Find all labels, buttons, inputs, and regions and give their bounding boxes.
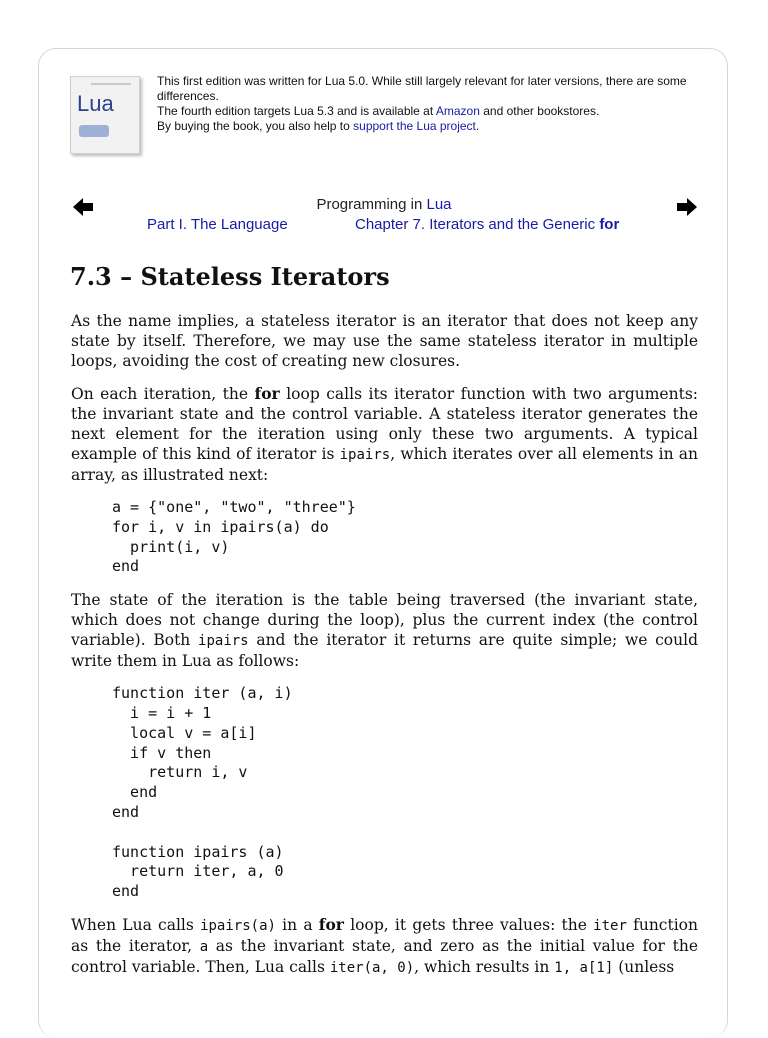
inline-code: iter — [593, 917, 627, 934]
chapter-link-keyword: for — [599, 216, 620, 233]
cover-title: Lua — [77, 91, 114, 116]
notice-text — [157, 74, 702, 134]
paragraph-3 — [71, 590, 698, 671]
inline-code: ipairs — [198, 633, 249, 650]
text-run: (unless — [613, 957, 675, 976]
text-run: function as the iterator, — [71, 915, 698, 955]
arrow-right-icon[interactable] — [676, 196, 698, 218]
book-title-text: Programming in — [316, 196, 427, 213]
code-block-1: a = {"one", "two", "three"} for i, v in ipairs(a) do print(i, v) end — [112, 498, 356, 576]
code-block-2: function iter (a, i) i = i + 1 local v = a[i] if v then return i, v end end function ipairs (a) return iter, a, 0 end — [112, 684, 293, 901]
text-run: On each iteration, the — [71, 385, 255, 403]
keyword-for: for — [254, 384, 280, 403]
text-run: , which iterates over all elements in an array, as illustrated next: — [71, 445, 698, 484]
notice-line-1: This first edition was written for Lua 5.0. While still largely relevant for later versions, there are some differences. — [157, 74, 687, 103]
text-run: and the iterator it returns are quite simple; we could write them in Lua as follows: — [71, 631, 698, 671]
text-run: , which results in — [414, 957, 555, 976]
inline-code: ipairs — [339, 447, 391, 463]
notice-line-2-tail: and other bookstores. — [479, 104, 600, 118]
notice-line-3-text: By buying the book, you also help to — [157, 119, 354, 133]
chapter-link-text: Chapter 7. Iterators and the Generic — [355, 216, 600, 233]
section-title: 7.3 – Stateless Iterators — [70, 262, 390, 291]
paragraph-2 — [71, 384, 698, 485]
text-run: When Lua calls — [71, 915, 201, 934]
inline-code: a — [199, 938, 209, 955]
keyword-for: for — [318, 914, 344, 934]
notice-line-2 — [157, 104, 702, 119]
cover-decoration — [91, 83, 131, 85]
inline-code: ipairs(a) — [200, 917, 276, 934]
book-title — [70, 196, 698, 213]
part-link[interactable]: Part I. The Language — [147, 216, 288, 233]
cover-logo-mark — [79, 125, 109, 137]
amazon-link[interactable]: Amazon — [435, 104, 480, 118]
text-run: The state of the iteration is the table being traversed (the invariant state, which does not change during the loop), plus the current index (the control variable). Both — [71, 591, 698, 650]
text-run: loop calls its iterator function with two arguments: the invariant state and the control variable. A stateless iterator generates the next element for the iteration using only these two arguments. A typical example of this kind of iterator is — [71, 385, 698, 463]
text-run: in a — [275, 915, 319, 934]
chapter-navigation — [70, 192, 698, 236]
lua-home-link[interactable]: Lua — [426, 196, 452, 213]
notice-line-3-tail: . — [475, 119, 480, 133]
notice-line-2-text: The fourth edition targets Lua 5.3 and is available at — [157, 104, 436, 118]
text-run: loop, it gets three values: the — [343, 915, 594, 934]
inline-code: iter(a, 0) — [329, 959, 415, 976]
paragraph-1: As the name implies, a stateless iterator is an iterator that does not keep any state by itself. Therefore, we may use the same stateless iterator in multiple loops, avoiding the cost of creating new closures. — [71, 312, 698, 370]
support-lua-link[interactable]: support the Lua project — [353, 119, 476, 133]
book-cover-image[interactable] — [70, 76, 140, 154]
notice-line-3 — [157, 119, 702, 134]
text-run: as the invariant state, and zero as the initial value for the control variable. Then, Lua calls — [71, 936, 698, 976]
chapter-link[interactable] — [355, 216, 619, 233]
section-content — [71, 311, 698, 991]
paragraph-4 — [71, 915, 698, 978]
inline-code: 1, a[1] — [554, 959, 614, 976]
edition-notice — [70, 74, 700, 158]
